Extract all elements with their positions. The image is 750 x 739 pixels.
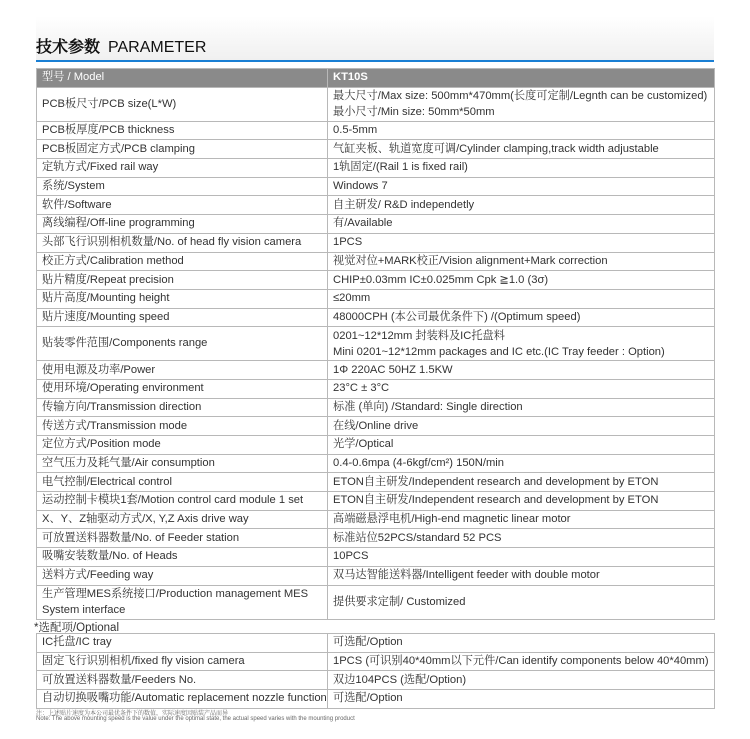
optional-label: *选配项/Optional [34, 622, 120, 634]
table-row [37, 308, 715, 327]
header-model-label: 型号 / Model [37, 69, 328, 88]
table-row [37, 87, 715, 121]
table-row [37, 671, 715, 690]
section-header [36, 16, 714, 62]
param-label: 贴装零件范围/Components range [37, 327, 328, 361]
parameter-table [36, 68, 715, 620]
param-label: PCB板尺寸/PCB size(L*W) [37, 87, 328, 121]
table-row [37, 289, 715, 308]
param-value: 自主研发/ R&D independetly [328, 196, 715, 215]
table-row [37, 252, 715, 271]
table-row [37, 529, 715, 548]
param-value: ETON自主研发/Independent research and development by ETON [328, 473, 715, 492]
table-row [37, 215, 715, 234]
table-row [37, 177, 715, 196]
table-row [37, 566, 715, 585]
param-label: 电气控制/Electrical control [37, 473, 328, 492]
param-value: 可选配/Option [328, 690, 715, 709]
param-value: 在线/Online drive [328, 417, 715, 436]
param-value: 0.4-0.6mpa (4-6kgf/cm²) 150N/min [328, 454, 715, 473]
param-label: 软件/Software [37, 196, 328, 215]
param-label: 系统/System [37, 177, 328, 196]
table-row [37, 140, 715, 159]
param-label: PCB板固定方式/PCB clamping [37, 140, 328, 159]
header-model-value: KT10S [328, 69, 715, 88]
param-value: 48000CPH (本公司最优条件下) /(Optimum speed) [328, 308, 715, 327]
param-value: 1PCS (可识别40*40mm以下元件/Can identify components below 40*40mm) [328, 652, 715, 671]
table-row [37, 690, 715, 709]
param-label: 传输方向/Transmission direction [37, 398, 328, 417]
note-en: Note: The above mounting speed is the value under the optimal state, the actual speed varies with the mounting product [36, 716, 355, 722]
table-row [37, 634, 715, 653]
param-label: 空气压力及耗气量/Air consumption [37, 454, 328, 473]
param-value: 标准站位52PCS/standard 52 PCS [328, 529, 715, 548]
param-label: 贴片精度/Repeat precision [37, 271, 328, 290]
param-label: IC托盘/IC tray [37, 634, 328, 653]
param-label: 贴片速度/Mounting speed [37, 308, 328, 327]
table-row [37, 473, 715, 492]
param-value: 最大尺寸/Max size: 500mm*470mm(长度可定制/Legnth can be customized) 最小尺寸/Min size: 50mm*50mm [328, 87, 715, 121]
param-value: ≤20mm [328, 289, 715, 308]
table-row [37, 417, 715, 436]
param-label: 头部飞行识别相机数量/No. of head fly vision camera [37, 233, 328, 252]
note-cn: 注：上述贴片速度为本公司最优条件下的数值，实际速度因贴装产品而异 [36, 711, 229, 717]
param-label: 可放置送料器数量/No. of Feeder station [37, 529, 328, 548]
param-value: 10PCS [328, 548, 715, 567]
page-title [36, 34, 206, 57]
param-label: X、Y、Z轴驱动方式/X, Y,Z Axis drive way [37, 510, 328, 529]
table-row [37, 454, 715, 473]
param-value: 1轨固定/(Rail 1 is fixed rail) [328, 159, 715, 178]
table-row [37, 379, 715, 398]
param-value: 可选配/Option [328, 634, 715, 653]
param-value: 双马达智能送料器/Intelligent feeder with double motor [328, 566, 715, 585]
param-label: 自动切换吸嘴功能/Automatic replacement nozzle function [37, 690, 328, 709]
param-value: 气缸夹板、轨道宽度可调/Cylinder clamping,track width adjustable [328, 140, 715, 159]
param-value: ETON自主研发/Independent research and development by ETON [328, 492, 715, 511]
param-label: 定轨方式/Fixed rail way [37, 159, 328, 178]
param-label: 送料方式/Feeding way [37, 566, 328, 585]
table-row [37, 159, 715, 178]
param-label: 可放置送料器数量/Feeders No. [37, 671, 328, 690]
table-row [37, 121, 715, 140]
param-value: Windows 7 [328, 177, 715, 196]
param-value: 标准 (单向) /Standard: Single direction [328, 398, 715, 417]
table-row [37, 436, 715, 455]
table-row [37, 196, 715, 215]
param-value: 0.5-5mm [328, 121, 715, 140]
param-value: 0201~12*12mm 封装料及IC托盘料 Mini 0201~12*12mm packages and IC etc.(IC Tray feeder : Option) [328, 327, 715, 361]
param-label: 运动控制卡模块1套/Motion control card module 1 set [37, 492, 328, 511]
table-row [37, 652, 715, 671]
param-label: PCB板厚度/PCB thickness [37, 121, 328, 140]
param-value: 有/Available [328, 215, 715, 234]
table-row [37, 548, 715, 567]
table-row [37, 398, 715, 417]
param-value: 23°C ± 3°C [328, 379, 715, 398]
param-value: 高端磁悬浮电机/High-end magnetic linear motor [328, 510, 715, 529]
table-row [37, 271, 715, 290]
param-value: 光学/Optical [328, 436, 715, 455]
param-label: 生产管理MES系统接口/Production management MES System interface [37, 585, 328, 619]
title-cn: 技术参数 [36, 39, 101, 56]
param-value: 1Φ 220AC 50HZ 1.5KW [328, 361, 715, 380]
optional-table [36, 633, 715, 709]
table-row [37, 510, 715, 529]
param-label: 使用电源及功率/Power [37, 361, 328, 380]
param-label: 校正方式/Calibration method [37, 252, 328, 271]
param-label: 传送方式/Transmission mode [37, 417, 328, 436]
table-row [37, 492, 715, 511]
param-value: 双边104PCS (选配/Option) [328, 671, 715, 690]
param-label: 固定飞行识别相机/fixed fly vision camera [37, 652, 328, 671]
title-en: PARAMETER [108, 39, 207, 56]
param-value: CHIP±0.03mm IC±0.025mm Cpk ≧1.0 (3σ) [328, 271, 715, 290]
param-value: 提供要求定制/ Customized [328, 585, 715, 619]
param-label: 离线编程/Off-line programming [37, 215, 328, 234]
param-label: 贴片高度/Mounting height [37, 289, 328, 308]
param-label: 定位方式/Position mode [37, 436, 328, 455]
param-label: 吸嘴安装数量/No. of Heads [37, 548, 328, 567]
param-label: 使用环境/Operating environment [37, 379, 328, 398]
param-value: 视觉对位+MARK校正/Vision alignment+Mark correction [328, 252, 715, 271]
table-row [37, 585, 715, 619]
table-row [37, 233, 715, 252]
table-header-row [37, 69, 715, 88]
table-row [37, 327, 715, 361]
param-value: 1PCS [328, 233, 715, 252]
table-row [37, 361, 715, 380]
